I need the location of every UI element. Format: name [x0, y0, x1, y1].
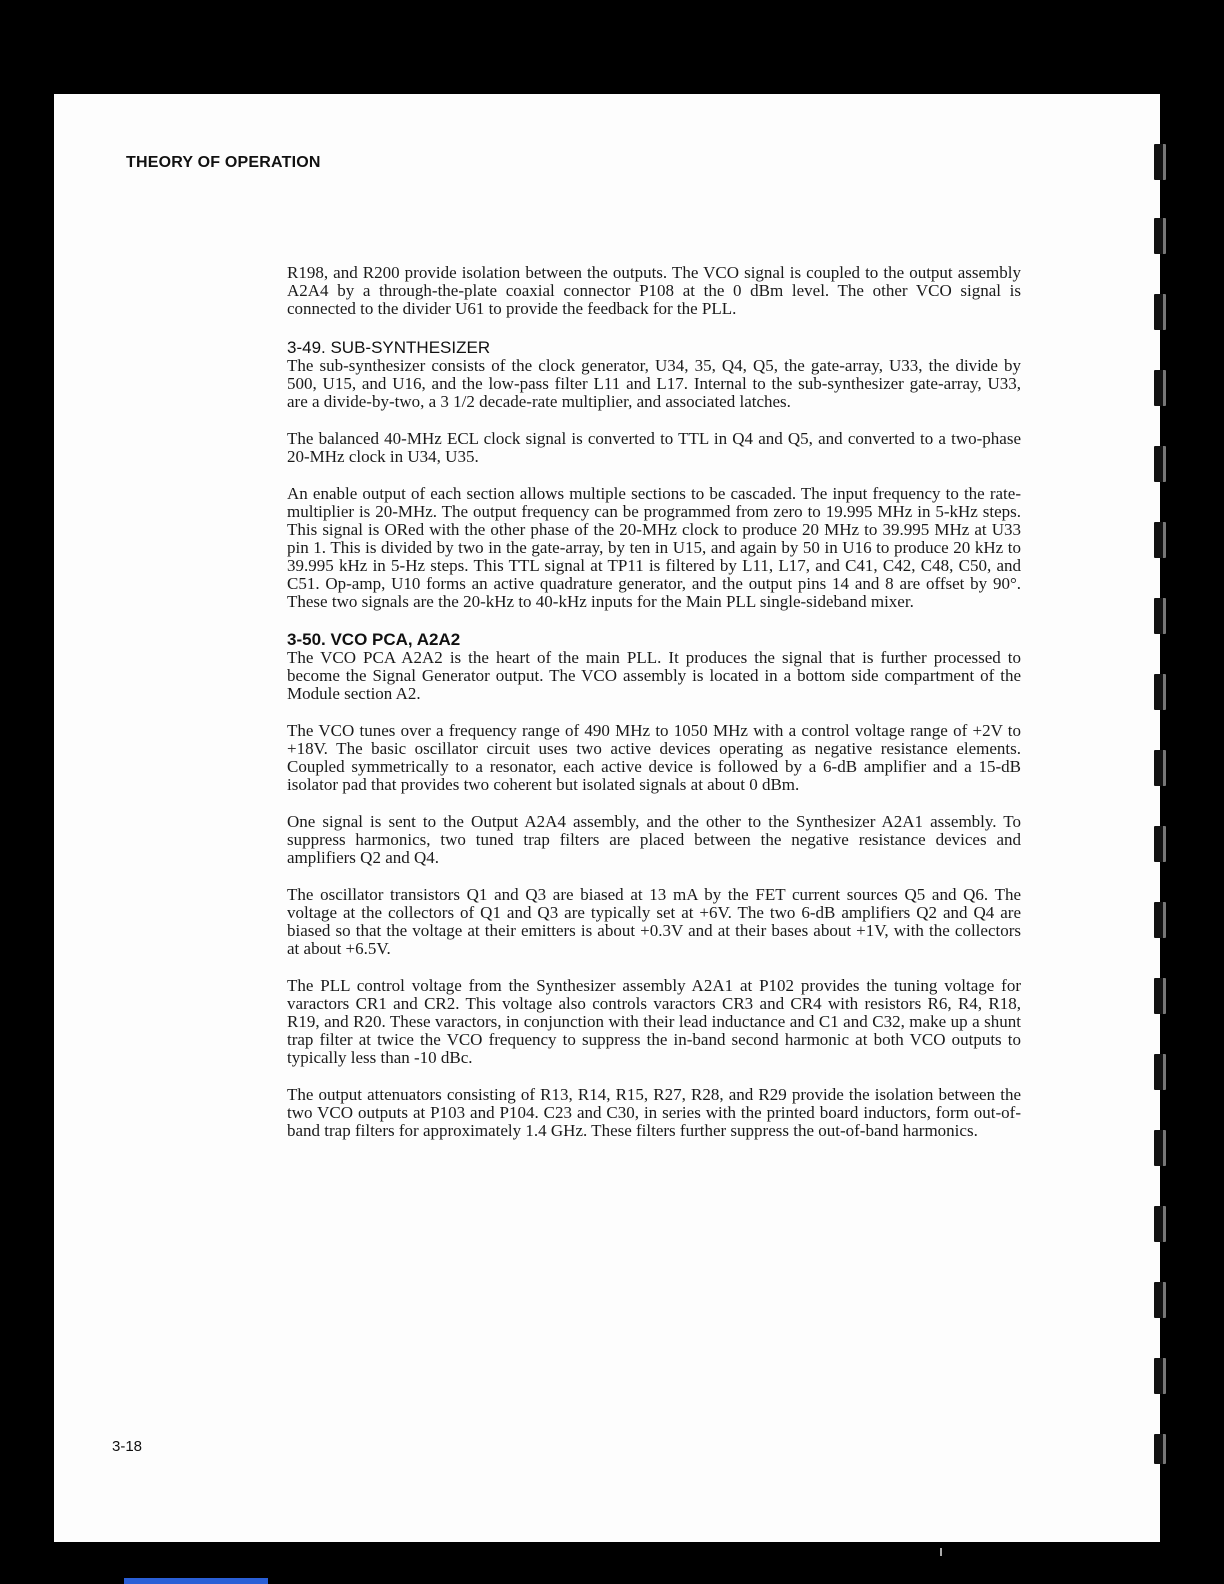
- binding-hole: [1154, 1206, 1166, 1242]
- scan-edge-strip: [124, 1578, 268, 1584]
- binding-hole: [1154, 218, 1166, 254]
- binding-hole: [1154, 1282, 1166, 1318]
- page-body: [287, 264, 1021, 1159]
- binding-hole: [1154, 294, 1166, 330]
- section-heading-3-49: 3-49. SUB-SYNTHESIZER: [287, 338, 491, 357]
- binding-hole: [1154, 1130, 1166, 1166]
- paragraph-3-50-2: The VCO tunes over a frequency range of 490 MHz to 1050 MHz with a control voltage range of +2V to +18V. The basic oscillator circuit uses two active devices operating as negative resistance elements. Coupled symmetrically to a resonator, each active device is followed by a 6-dB amplifier and a 15-dB isolator pad that provides two coherent but isolated signals at about 0 dBm.: [287, 721, 1021, 794]
- page-number: 3-18: [112, 1438, 143, 1455]
- paragraph-3-50-6: The output attenuators consisting of R13, R14, R15, R27, R28, and R29 provide the isolation between the two VCO outputs at P103 and P104. C23 and C30, in series with the printed board inductors, form out-of-band trap filters for approximately 1.4 GHz. These filters further suppress the out-of-band harmonics.: [287, 1085, 1021, 1140]
- binding-hole: [1154, 902, 1166, 938]
- intro-paragraph: R198, and R200 provide isolation between the outputs. The VCO signal is coupled to the output assembly A2A4 by a through-the-plate coaxial connector P108 at the 0 dBm level. The other VCO signal is connected to the divider U61 to provide the feedback for the PLL.: [287, 263, 1021, 318]
- paragraph-3-49-1: The sub-synthesizer consists of the clock generator, U34, 35, Q4, Q5, the gate-array, U33, the divide by 500, U15, and U16, and the low-pass filter L11 and L17. Internal to the sub-synthesizer gate-array, U33, are a divide-by-two, a 3 1/2 decade-rate multiplier, and associated latches.: [287, 356, 1021, 411]
- running-header: THEORY OF OPERATION: [126, 154, 321, 171]
- paragraph-3-49-3: An enable output of each section allows multiple sections to be cascaded. The input frequency to the rate-multiplier is 20-MHz. The output frequency can be programmed from zero to 19.995 MHz in 5-kHz steps. This signal is ORed with the other phase of the 20-MHz clock to produce 20 MHz to 39.995 MHz at U33 pin 1. This is divided by two in the gate-array, by ten in U15, and again by 50 in U16 to produce 20 kHz to 39.995 kHz in 5-Hz steps. This TTL signal at TP11 is filtered by L11, L17, and C41, C42, C48, C50, and C51. Op-amp, U10 forms an active quadrature generator, and the output pins 14 and 8 are offset by 90°. These two signals are the 20-kHz to 40-kHz inputs for the Main PLL single-sideband mixer.: [287, 484, 1021, 611]
- paragraph-3-50-5: The PLL control voltage from the Synthesizer assembly A2A1 at P102 provides the tuning voltage for varactors CR1 and CR2. This voltage also controls varactors CR3 and CR4 with resistors R6, R4, R18, R19, and R20. These varactors, in conjunction with their lead inductance and C1 and C32, make up a shunt trap filter at twice the VCO frequency to suppress the in-band second harmonic at both VCO outputs to typically less than -10 dBc.: [287, 976, 1021, 1067]
- binding-hole: [1154, 978, 1166, 1014]
- section-heading-3-50: 3-50. VCO PCA, A2A2: [287, 630, 461, 649]
- paragraph-3-49-2: The balanced 40-MHz ECL clock signal is converted to TTL in Q4 and Q5, and converted to a two-phase 20-MHz clock in U34, U35.: [287, 429, 1021, 466]
- manual-page: [54, 94, 1160, 1542]
- scan-artifact: [940, 1548, 942, 1556]
- binding-hole: [1154, 446, 1166, 482]
- paragraph-3-50-3: One signal is sent to the Output A2A4 assembly, and the other to the Synthesizer A2A1 assembly. To suppress harmonics, two tuned trap filters are placed between the negative resistance devices and amplifiers Q2 and Q4.: [287, 812, 1021, 867]
- paragraph-3-50-1: The VCO PCA A2A2 is the heart of the main PLL. It produces the signal that is further processed to become the Signal Generator output. The VCO assembly is located in a bottom side compartment of the Module section A2.: [287, 648, 1021, 703]
- paragraph-3-50-4: The oscillator transistors Q1 and Q3 are biased at 13 mA by the FET current sources Q5 and Q6. The voltage at the collectors of Q1 and Q3 are typically set at +6V. The two 6-dB amplifiers Q2 and Q4 are biased so that the voltage at their emitters is about +0.3V and at their bases about +1V, with the collectors at about +6.5V.: [287, 885, 1021, 958]
- binding-hole: [1154, 826, 1166, 862]
- binding-hole: [1154, 370, 1166, 406]
- binding-hole: [1154, 1054, 1166, 1090]
- binding-hole: [1154, 1434, 1166, 1464]
- binding-hole: [1154, 1358, 1166, 1394]
- binding-hole: [1154, 522, 1166, 558]
- binding-holes: [1154, 144, 1174, 1504]
- binding-hole: [1154, 750, 1166, 786]
- binding-hole: [1154, 674, 1166, 710]
- binding-hole: [1154, 144, 1166, 180]
- binding-hole: [1154, 598, 1166, 634]
